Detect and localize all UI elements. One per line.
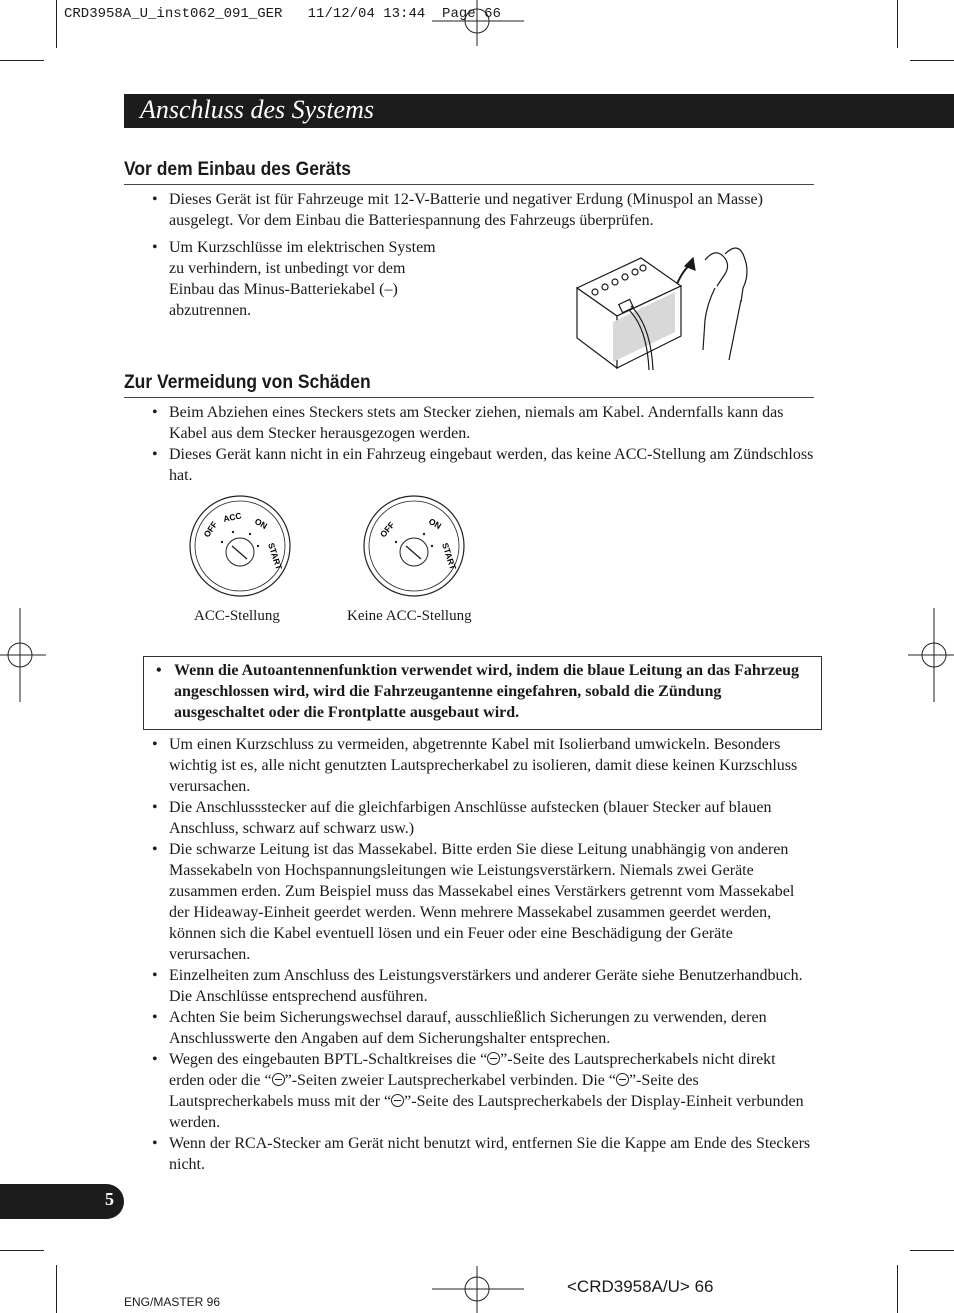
minus-terminal-icon	[391, 1094, 404, 1107]
list-item: • Achten Sie beim Sicherungswechsel darauf, ausschließlich Sicherungen zu verwenden, deren Anschlusswerte den Angaben auf dem Sicherungshalter entsprechen.	[124, 1007, 814, 1049]
label-start: START	[266, 541, 285, 571]
crop-mark	[910, 60, 954, 61]
print-header: CRD3958A_U_inst062_091_GER 11/12/04 13:44 Page 66	[64, 6, 501, 22]
section-heading-avoid-damage: Zur Vermeidung von Schäden	[124, 372, 371, 393]
crop-mark	[0, 60, 44, 61]
registration-mark-left	[0, 606, 50, 706]
list-item-bptl: • Wegen des eingebauten BPTL-Schaltkreises die “ ”-Seite des Lautsprecherkabels nicht direkt erden oder die “ ”-Seiten zweier Lautsprecherkabel verbinden. Die “ ”-Seite des Lautsprecherkabels muss mit der “ ”-Seite des Lautsprecherkabels der Display-Einheit verbunden werden.	[124, 1049, 814, 1133]
label-on: ON	[253, 516, 270, 532]
crop-mark	[56, 1265, 57, 1313]
label-start: START	[440, 541, 459, 571]
list-item: • Einzelheiten zum Anschluss des Leistungsverstärkers und anderer Geräte siehe Benutzerhandbuch. Die Anschlüsse entsprechend ausführen.	[124, 965, 814, 1007]
antenna-note-box	[143, 656, 822, 730]
page-number-tab	[0, 1184, 124, 1219]
bullet-list-before-install	[124, 189, 804, 231]
registration-mark-bottom	[430, 1262, 530, 1313]
list-item: • Dieses Gerät kann nicht in ein Fahrzeug eingebaut werden, das keine ACC-Stellung am Zündschloss hat.	[124, 444, 814, 486]
list-item: • Dieses Gerät ist für Fahrzeuge mit 12-V-Batterie und negativer Erdung (Minuspol an Masse) ausgelegt. Vor dem Einbau die Batteriespannung des Fahrzeugs überprüfen.	[124, 189, 804, 231]
registration-mark-right	[904, 606, 954, 706]
footer-doc-code: <CRD3958A/U> 66	[567, 1277, 714, 1296]
ignition-switch-no-acc	[362, 494, 466, 598]
bullet-list-disconnect	[124, 237, 444, 321]
crop-mark	[0, 1250, 44, 1251]
list-item: • Wenn der RCA-Stecker am Gerät nicht benutzt wird, entfernen Sie die Kappe am Ende des Steckers nicht.	[124, 1133, 814, 1175]
crop-mark	[56, 0, 57, 48]
caption-no-acc: Keine ACC-Stellung	[347, 608, 472, 624]
page-number: 5	[105, 1189, 114, 1209]
battery-disconnect-illustration	[565, 240, 760, 372]
minus-terminal-icon	[272, 1073, 285, 1086]
page-title: Anschluss des Systems	[140, 95, 374, 124]
bullet-list-wiring	[124, 734, 814, 1175]
caption-acc: ACC-Stellung	[194, 608, 280, 624]
list-item: • Um Kurzschlüsse im elektrischen System zu verhindern, ist unbedingt vor dem Einbau das Minus-Batteriekabel (–) abzutrennen.	[124, 237, 444, 321]
section-heading-before-install: Vor dem Einbau des Geräts	[124, 159, 351, 180]
section-rule	[124, 184, 814, 185]
bullet-list-avoid-damage	[124, 402, 814, 486]
antenna-note: • Wenn die Autoantennenfunktion verwendet wird, indem die blaue Leitung an das Fahrzeug angeschlossen wird, wird die Fahrzeugantenne eingefahren, sobald die Zündung ausgeschaltet oder die Frontplatte ausgebaut wird.	[156, 660, 814, 723]
crop-mark	[910, 1250, 954, 1251]
ignition-switch-acc	[188, 494, 292, 598]
crop-mark	[897, 0, 898, 48]
title-bar	[124, 94, 954, 128]
list-item: • Die schwarze Leitung ist das Massekabel. Bitte erden Sie diese Leitung unabhängig von anderen Massekabeln von Hochspannungsleitungen wie Leistungsverstärkern. Niemals zwei Geräte zusammen erden. Zum Beispiel muss das Massekabel eines Verstärkers getrennt vom Massekabel der Hideaway-Einheit geerdet werden. Wenn mehrere Massekabel zusammen geerdet werden, können sich die Kabel eventuell lösen und ein Feuer oder eine Beschädigung der Geräte verursachen.	[124, 839, 814, 965]
label-off: OFF	[377, 519, 397, 540]
list-item: • Um einen Kurzschluss zu vermeiden, abgetrennte Kabel mit Isolierband umwickeln. Besonders wichtig ist es, alle nicht genutzten Lautsprecherkabel zu isolieren, damit diese keinen Kurzschluss verursachen.	[124, 734, 814, 797]
label-off: OFF	[201, 519, 220, 540]
footer-master: ENG/MASTER 96	[124, 1295, 221, 1309]
minus-terminal-icon	[616, 1073, 629, 1086]
label-on: ON	[427, 516, 444, 532]
crop-mark	[897, 1265, 898, 1313]
section-rule	[124, 397, 814, 398]
minus-terminal-icon	[487, 1052, 500, 1065]
list-item: • Beim Abziehen eines Steckers stets am Stecker ziehen, niemals am Kabel. Andernfalls kann das Kabel aus dem Stecker herausgezogen werden.	[124, 402, 814, 444]
label-acc: ACC	[222, 510, 243, 524]
list-item: • Die Anschlussstecker auf die gleichfarbigen Anschlüsse aufstecken (blauer Stecker auf blauen Anschluss, schwarz auf schwarz usw.)	[124, 797, 814, 839]
